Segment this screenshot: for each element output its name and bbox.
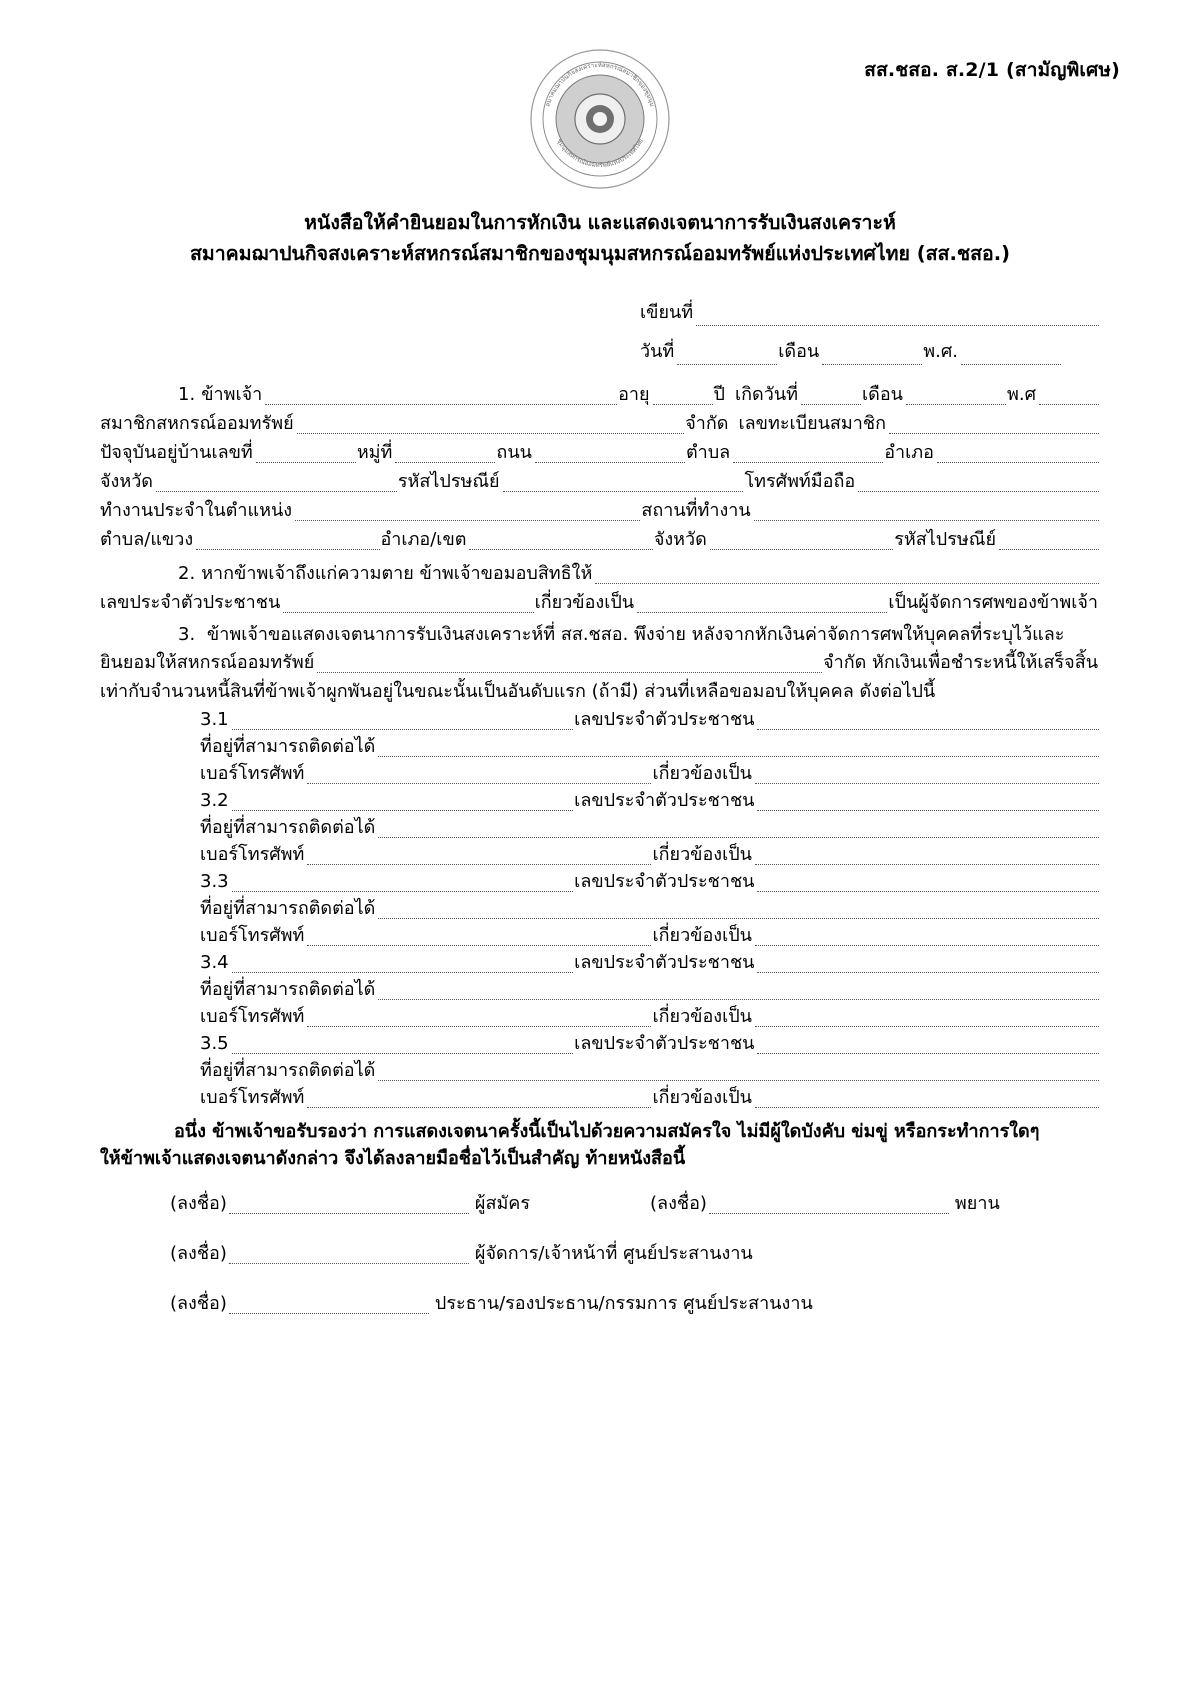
closing-line-2: ให้ข้าพเจ้าแสดงเจตนาดังกล่าว จึงได้ลงลายมือชื่อไว้เป็นสำคัญ ท้ายหนังสือนี้ <box>100 1148 686 1169</box>
role-witness: พยาน <box>954 1193 1000 1214</box>
beneficiary-id-input[interactable] <box>757 712 1099 730</box>
clause1-address-row <box>100 443 1100 463</box>
role-manager: ผู้จัดการ/เจ้าหน้าที่ ศูนย์ประสานงาน <box>474 1243 753 1264</box>
beneficiary-3-3 <box>100 872 1100 946</box>
clause1-tambon2-row <box>100 530 1100 550</box>
beneficiary-address-input[interactable] <box>378 901 1099 919</box>
beneficiary-address-label: ที่อยู่ที่สามารถติดต่อได้ <box>200 979 376 1000</box>
association-seal-logo <box>529 48 671 190</box>
beneficiary-3-1 <box>100 710 1100 784</box>
svg-text:สมาคมฌาปนกิจสงเคราะห์สหกรณ์สมา: สมาคมฌาปนกิจสงเคราะห์สหกรณ์สมาชิกของชุมนุม <box>544 61 656 108</box>
beneficiary-name-row <box>100 791 1100 811</box>
clause3-line1-wrap <box>100 625 1100 645</box>
province2-input[interactable] <box>710 532 893 550</box>
beneficiary-id-input[interactable] <box>757 874 1099 892</box>
clause2-relation-label: เกี่ยวข้องเป็น <box>534 592 635 613</box>
beneficiary-relation-input[interactable] <box>755 847 1099 865</box>
beneficiary-relation-label: เกี่ยวข้องเป็น <box>652 925 752 946</box>
birth-month-label: เดือน <box>862 384 903 405</box>
beneficiary-relation-label: เกี่ยวข้องเป็น <box>652 844 752 865</box>
beneficiary-name-row <box>100 1034 1100 1054</box>
funeral-manager-id-input[interactable] <box>283 595 533 613</box>
beneficiary-3-4 <box>100 953 1100 1027</box>
province2-label: จังหวัด <box>653 529 707 550</box>
logo-container <box>0 48 1200 190</box>
document-title <box>0 208 1200 270</box>
beneficiary-address-row <box>100 899 1100 919</box>
zipcode-input[interactable] <box>503 474 744 492</box>
clause3-number: 3. <box>178 624 196 645</box>
beneficiary-id-label: เลขประจำตัวประชาชน <box>574 709 755 730</box>
amphoe-khet-input[interactable] <box>469 532 652 550</box>
moo-label: หมู่ที่ <box>356 442 393 463</box>
mobile-label: โทรศัพท์มือถือ <box>744 471 856 492</box>
beneficiary-id-label: เลขประจำตัวประชาชน <box>574 952 755 973</box>
moo-input[interactable] <box>395 445 495 463</box>
beneficiary-address-row <box>100 818 1100 838</box>
beneficiary-name-row <box>100 872 1100 892</box>
coop-member-label: สมาชิกสหกรณ์ออมทรัพย์ <box>100 413 294 434</box>
clause3-line2 <box>100 653 1100 673</box>
beneficiary-address-row <box>100 737 1100 757</box>
year-label: พ.ศ. <box>923 341 958 362</box>
beneficiary-relation-label: เกี่ยวข้องเป็น <box>652 1087 752 1108</box>
beneficiary-name-input[interactable] <box>232 793 574 811</box>
beneficiary-phone-row <box>100 845 1100 865</box>
signature-row-applicant <box>100 1194 1100 1214</box>
beneficiary-id-label: เลขประจำตัวประชาชน <box>574 1033 755 1054</box>
address-label: ปัจจุบันอยู่บ้านเลขที่ <box>100 442 253 463</box>
clause3-limited-label: จำกัด หักเงินเพื่อชำระหนี้ให้เสร็จสิ้น <box>823 652 1098 673</box>
beneficiary-phone-row <box>100 1088 1100 1108</box>
tambon-kwaeng-label: ตำบล/แขวง <box>100 529 194 550</box>
signature-witness-input[interactable] <box>709 1196 949 1214</box>
house-no-input[interactable] <box>256 445 356 463</box>
beneficiary-phone-input[interactable] <box>307 1009 651 1027</box>
closing-line-1: อนึ่ง ข้าพเจ้าขอรับรองว่า การแสดงเจตนาครั้งนี้เป็นไปด้วยความสมัครใจ ไม่มีผู้ใดบังคับ ข่มขู่ หรือกระทำการใดๆ <box>174 1121 1040 1142</box>
i-am-label: ข้าพเจ้า <box>201 384 263 405</box>
beneficiary-phone-label: เบอร์โทรศัพท์ <box>200 1006 305 1027</box>
consent-coop-input[interactable] <box>317 655 822 673</box>
birth-date-input[interactable] <box>801 387 861 405</box>
beneficiary-phone-row <box>100 764 1100 784</box>
clause1-line1 <box>100 385 1100 405</box>
birth-year-input[interactable] <box>1039 387 1099 405</box>
beneficiary-phone-input[interactable] <box>307 847 651 865</box>
beneficiary-list <box>100 710 1100 1108</box>
full-name-input[interactable] <box>265 387 617 405</box>
beneficiary-address-label: ที่อยู่ที่สามารถติดต่อได้ <box>200 1060 376 1081</box>
birth-date-label: เกิดวันที่ <box>734 384 799 405</box>
clause2-text-before: หากข้าพเจ้าถึงแก่ความตาย ข้าพเจ้าขอมอบสิทธิให้ <box>201 563 593 584</box>
beneficiary-address-row <box>100 980 1100 1000</box>
zipcode2-input[interactable] <box>999 532 1099 550</box>
mobile-input[interactable] <box>858 474 1099 492</box>
amphoe-label: อำเภอ <box>884 442 934 463</box>
position-input[interactable] <box>295 503 640 521</box>
amphoe-khet-label: อำเภอ/เขต <box>380 529 467 550</box>
beneficiary-address-row <box>100 1061 1100 1081</box>
road-label: ถนน <box>496 442 532 463</box>
clause3-line1: ข้าพเจ้าขอแสดงเจตนาการรับเงินสงเคราะห์ที่ สส.ชสอ. พึงจ่าย หลังจากหักเงินค่าจัดการศพให้บุคคลที่ระบุไว้และ <box>206 624 1065 645</box>
sign-label-witness: (ลงชื่อ) <box>650 1193 707 1214</box>
clause1-province-row <box>100 472 1100 492</box>
member-no-input[interactable] <box>889 416 1099 434</box>
signature-applicant-input[interactable] <box>229 1196 469 1214</box>
beneficiary-phone-label: เบอร์โทรศัพท์ <box>200 1087 305 1108</box>
signature-section <box>100 1194 1100 1314</box>
beneficiary-phone-label: เบอร์โทรศัพท์ <box>200 925 305 946</box>
beneficiary-id-input[interactable] <box>757 955 1099 973</box>
age-input[interactable] <box>653 387 713 405</box>
beneficiary-relation-input[interactable] <box>755 1009 1099 1027</box>
beneficiary-phone-input[interactable] <box>307 928 651 946</box>
clause1-position-row <box>100 501 1100 521</box>
beneficiary-number: 3.4 <box>200 952 229 973</box>
consent-label: ยินยอมให้สหกรณ์ออมทรัพย์ <box>100 652 315 673</box>
clause2-text-after: เป็นผู้จัดการศพของข้าพเจ้า <box>888 592 1098 613</box>
tambon-input[interactable] <box>733 445 883 463</box>
beneficiary-number: 3.3 <box>200 871 229 892</box>
beneficiary-phone-row <box>100 926 1100 946</box>
clause2-line2 <box>100 593 1100 613</box>
tambon-kwaeng-input[interactable] <box>196 532 379 550</box>
sign-label-president: (ลงชื่อ) <box>170 1293 227 1314</box>
beneficiary-number: 3.5 <box>200 1033 229 1054</box>
date-label: วันที่ <box>640 341 675 362</box>
beneficiary-phone-input[interactable] <box>307 766 651 784</box>
beneficiary-phone-label: เบอร์โทรศัพท์ <box>200 844 305 865</box>
beneficiary-phone-label: เบอร์โทรศัพท์ <box>200 763 305 784</box>
zipcode2-label: รหัสไปรษณีย์ <box>894 529 996 550</box>
beneficiary-3-5 <box>100 1034 1100 1108</box>
amphoe-input[interactable] <box>937 445 1099 463</box>
title-line-1: หนังสือให้คำยินยอมในการหักเงิน และแสดงเจตนาการรับเงินสงเคราะห์ <box>304 211 896 234</box>
beneficiary-id-input[interactable] <box>757 793 1099 811</box>
signature-president-input[interactable] <box>229 1296 429 1314</box>
role-applicant: ผู้สมัคร <box>474 1193 531 1214</box>
zipcode-label: รหัสไปรษณีย์ <box>397 471 500 492</box>
form-body <box>100 295 1100 1344</box>
beneficiary-relation-input[interactable] <box>755 1090 1099 1108</box>
signature-row-manager <box>100 1244 1100 1264</box>
clause2-id-card-label: เลขประจำตัวประชาชน <box>100 592 281 613</box>
beneficiary-relation-input[interactable] <box>755 928 1099 946</box>
beneficiary-phone-row <box>100 1007 1100 1027</box>
svg-text:ชุมนุมสหกรณ์ออมทรัพย์แห่งประเท: ชุมนุมสหกรณ์ออมทรัพย์แห่งประเทศไทย <box>555 137 645 170</box>
clause2-number: 2. <box>178 563 196 584</box>
beneficiary-relation-label: เกี่ยวข้องเป็น <box>652 1006 752 1027</box>
sign-label-applicant: (ลงชื่อ) <box>170 1193 227 1214</box>
beneficiary-relation-input[interactable] <box>755 766 1099 784</box>
beneficiary-name-row <box>100 710 1100 730</box>
beneficiary-id-label: เลขประจำตัวประชาชน <box>574 871 755 892</box>
beneficiary-name-input[interactable] <box>232 712 574 730</box>
beneficiary-id-input[interactable] <box>757 1036 1099 1054</box>
age-label: อายุ <box>618 384 650 405</box>
birth-year-label: พ.ศ <box>1006 384 1036 405</box>
province-label: จังหวัด <box>100 471 153 492</box>
beneficiary-number: 3.2 <box>200 790 229 811</box>
position-label: ทำงานประจำในตำแหน่ง <box>100 500 293 521</box>
signature-manager-input[interactable] <box>229 1246 469 1264</box>
beneficiary-name-input[interactable] <box>232 874 574 892</box>
closing-statement <box>100 1118 1100 1172</box>
form-code: สส.ชสอ. ส.2/1 (สามัญพิเศษ) <box>864 59 1120 81</box>
written-at-label: เขียนที่ <box>640 302 694 323</box>
member-no-label: เลขทะเบียนสมาชิก <box>738 413 886 434</box>
beneficiary-name-row <box>100 953 1100 973</box>
coop-name-input[interactable] <box>297 416 685 434</box>
beneficiary-address-label: ที่อยู่ที่สามารถติดต่อได้ <box>200 736 376 757</box>
month-label: เดือน <box>778 341 820 362</box>
beneficiary-3-2 <box>100 791 1100 865</box>
beneficiary-address-input[interactable] <box>378 820 1099 838</box>
beneficiary-name-input[interactable] <box>232 1036 574 1054</box>
beneficiary-address-label: ที่อยู่ที่สามารถติดต่อได้ <box>200 817 376 838</box>
signature-row-president <box>100 1294 1100 1314</box>
funeral-manager-relation-input[interactable] <box>637 595 887 613</box>
clause1-number: 1. <box>178 384 196 405</box>
clause1-coop-row <box>100 414 1100 434</box>
sign-label-manager: (ลงชื่อ) <box>170 1243 227 1264</box>
beneficiary-address-input[interactable] <box>378 1063 1099 1081</box>
beneficiary-address-label: ที่อยู่ที่สามารถติดต่อได้ <box>200 898 376 919</box>
workplace-input[interactable] <box>754 503 1099 521</box>
beneficiary-name-input[interactable] <box>232 955 574 973</box>
birth-month-input[interactable] <box>906 387 1006 405</box>
beneficiary-relation-label: เกี่ยวข้องเป็น <box>652 763 752 784</box>
funeral-manager-name-input[interactable] <box>595 566 1099 584</box>
beneficiary-address-input[interactable] <box>378 982 1099 1000</box>
years-label: ปี <box>713 384 725 405</box>
province-input[interactable] <box>156 474 397 492</box>
clause2-line1 <box>100 564 1100 584</box>
clause3-line3: เท่ากับจำนวนหนี้สินที่ข้าพเจ้าผูกพันอยู่ในขณะนั้นเป็นอันดับแรก (ถ้ามี) ส่วนที่เหลือขอมอบให้บุคคล ดังต่อไปนี้ <box>100 681 936 702</box>
limited-label: จำกัด <box>685 413 729 434</box>
beneficiary-phone-input[interactable] <box>307 1090 651 1108</box>
beneficiary-number: 3.1 <box>200 709 229 730</box>
workplace-label: สถานที่ทำงาน <box>641 500 751 521</box>
beneficiary-address-input[interactable] <box>378 739 1099 757</box>
road-input[interactable] <box>535 445 685 463</box>
role-president: ประธาน/รองประธาน/กรรมการ ศูนย์ประสานงาน <box>434 1293 813 1314</box>
beneficiary-id-label: เลขประจำตัวประชาชน <box>574 790 755 811</box>
title-line-2: สมาคมฌาปนกิจสงเคราะห์สหกรณ์สมาชิกของชุมนุมสหกรณ์ออมทรัพย์แห่งประเทศไทย (สส.ชสอ.) <box>189 242 1011 265</box>
tambon-label: ตำบล <box>685 442 731 463</box>
